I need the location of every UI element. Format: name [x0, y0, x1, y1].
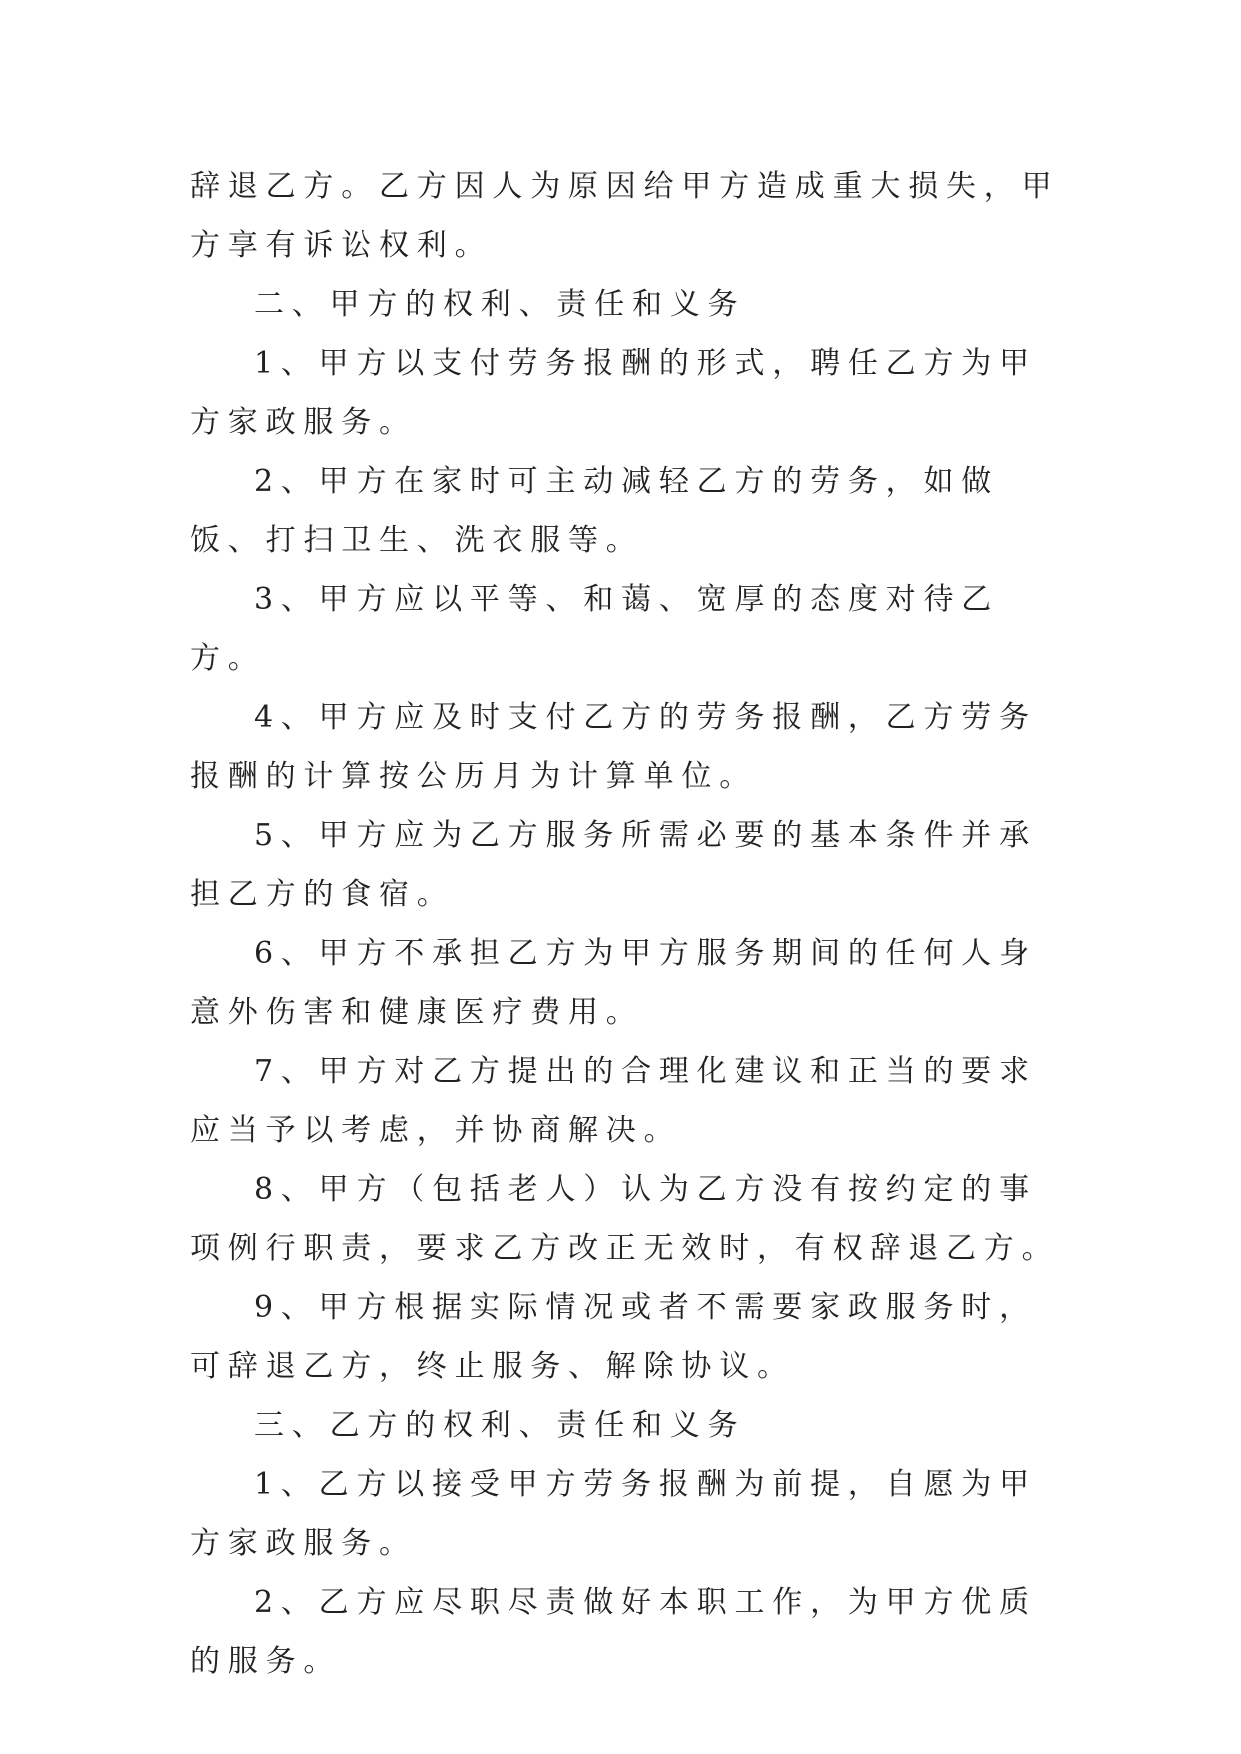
section-heading-party-a: 二、甲方的权利、责任和义务 [254, 287, 746, 322]
clause-a-8: 8、甲方（包括老人）认为乙方没有按约定的事项例行职责，要求乙方改正无效时，有权辞退乙方。 [190, 1172, 1060, 1266]
document-body [190, 157, 1060, 1691]
clause-b-2: 2、乙方应尽职尽责做好本职工作，为甲方优质的服务。 [190, 1585, 1037, 1679]
clause-a-2: 2、甲方在家时可主动减轻乙方的劳务，如做饭、打扫卫生、洗衣服等。 [190, 464, 1000, 558]
clause-a-6: 6、甲方不承担乙方为甲方服务期间的任何人身意外伤害和健康医疗费用。 [190, 936, 1037, 1030]
clause-a-5: 5、甲方应为乙方服务所需必要的基本条件并承担乙方的食宿。 [190, 818, 1037, 912]
paragraph-continuation: 辞退乙方。乙方因人为原因给甲方造成重大损失，甲方享有诉讼权利。 [190, 169, 1060, 263]
clause-a-3: 3、甲方应以平等、和蔼、宽厚的态度对待乙方。 [190, 582, 1000, 676]
clause-a-7: 7、甲方对乙方提出的合理化建议和正当的要求应当予以考虑，并协商解决。 [190, 1054, 1037, 1148]
clause-a-4: 4、甲方应及时支付乙方的劳务报酬，乙方劳务报酬的计算按公历月为计算单位。 [190, 700, 1037, 794]
section-heading-party-b: 三、乙方的权利、责任和义务 [254, 1408, 746, 1443]
clause-b-1: 1、乙方以接受甲方劳务报酬为前提，自愿为甲方家政服务。 [190, 1467, 1037, 1561]
clause-a-1: 1、甲方以支付劳务报酬的形式，聘任乙方为甲方家政服务。 [190, 346, 1037, 440]
clause-a-9: 9、甲方根据实际情况或者不需要家政服务时，可辞退乙方，终止服务、解除协议。 [190, 1290, 1037, 1384]
